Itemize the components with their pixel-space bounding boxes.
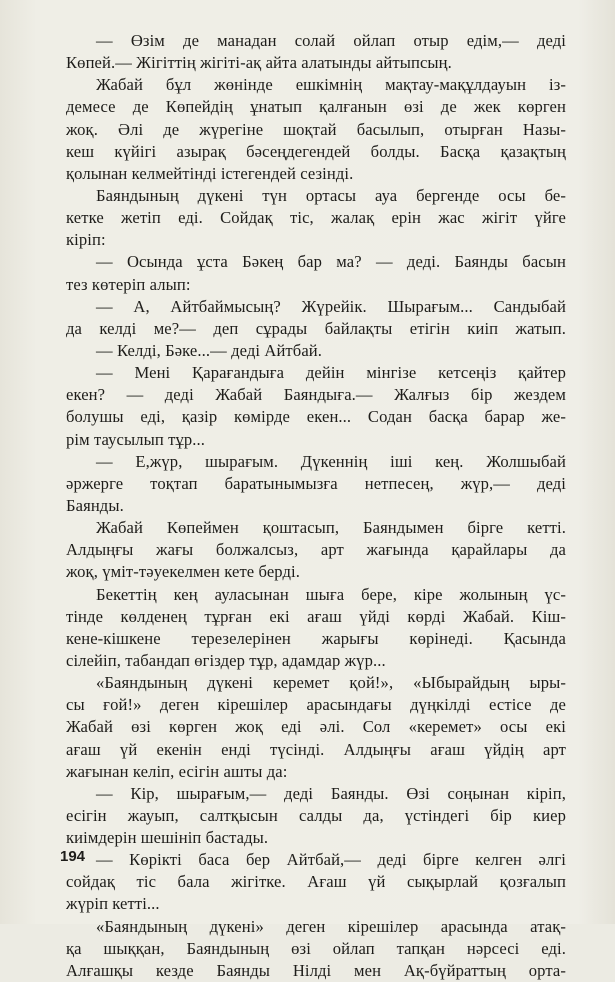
text-line: есігін жауып, салтқысын салды да, үстіндегі бір киер [66,805,566,825]
text-line: болушы еді, қазір көмірде екен... Содан басқа барар же- [66,407,566,427]
text-line: — Өзім де манадан солай ойлап отыр едім,— деді [96,31,566,50]
text-line: жағынан келіп, есігін ашты да: [66,761,288,781]
text-line: жүріп кетті... [66,894,160,914]
text-line: Бекеттің кең ауласынан шыға бере, кіре жолының үс- [96,584,566,604]
text-line: сы ғой!» деген кірешілер арасындағы дүңкілді естісе де [66,695,566,715]
text-line: Жабай бұл жөнінде ешкімнің мақтау-мақұлдауын із- [96,75,566,95]
page-text [66,30,566,982]
text-line: — Осында ұста Бәкең бар ма? — деді. Баянды басын [96,252,566,272]
text-line: «Баяндының дүкені керемет қой!», «Ыбырайдың ыры- [96,673,566,693]
text-line: тез көтеріп алып: [66,274,191,294]
text-line: «Баяндының дүкені» деген кірешілер арасында атақ- [96,916,566,936]
text-line: қолынан келмейтінді істегендей сезінді. [66,163,354,183]
text-line: — Е,жүр, шырағым. Дүкеннің іші кең. Жолшыбай [96,451,566,471]
text-line: кеш күйігі азырақ бәсеңдегендей болды. Басқа қазақтың [66,141,566,161]
text-line: — Келді, Бәке...— деді Айтбай. [96,340,323,360]
text-line: — Кір, шырағым,— деді Баянды. Өзі соңынан кіріп, [96,783,566,803]
text-line: сілейіп, табандап өгіздер тұр, адамдар жүр... [66,650,386,670]
text-line: әржерге тоқтап баратынымызға нетпесең, жүр,— деді [66,473,566,493]
text-line: демесе де Көпейдің ұнатып қалғанын өзі де жек көрген [66,97,566,117]
text-line: кіріп: [66,230,106,250]
text-line: тінде көлденең тұрған екі ағаш үйді көрді Жабай. Кіш- [66,606,566,626]
text-line: — А, Айтбаймысың? Жүрейік. Шырағым... Сандыбай [96,296,566,316]
text-line: Көпей.— Жігіттің жігіті-ақ айта алатынды айтыпсың. [66,53,452,73]
text-line: Баянды. [66,495,124,515]
text-line: Жабай Көпеймен қоштасып, Баяндымен бірге кетті. [96,518,566,538]
text-line: жоқ, үміт-тәуекелмен кете берді. [66,562,300,582]
text-line: — Көрікті баса бер Айтбай,— деді бірге келген әлгі [96,850,566,870]
text-line: қа шыққан, Баяндының өзі ойлап тапқан нәрсесі еді. [66,938,566,958]
text-line: киімдерін шешініп бастады. [66,828,269,848]
text-line: ағаш үй екенін енді түсінді. Алдыңғы ағаш үйдің арт [66,739,566,759]
text-line: кетке жетіп еді. Сойдақ тіс, жалақ ерін жас жігіт үйге [66,208,566,228]
text-line: рім таусылып тұр... [66,429,205,449]
text-line: Жабай өзі көрген жоқ еді әлі. Сол «керемет» осы екі [66,717,566,737]
text-line: да келді ме?— деп сұрады байлақты етігін киіп жатып. [66,318,566,338]
text-line: Баяндының дүкені түн ортасы ауа бергенде осы бе- [96,185,566,205]
text-line: жоқ. Әлі де жүрегіне шоқтай басылып, отырған Назы- [66,119,566,139]
text-line: сойдақ тіс бала жігітке. Ағаш үй сықырлай қозғалып [66,872,566,892]
text-line: Алдыңғы жағы болжалсыз, арт жағында қарайлары да [66,540,566,560]
page-number: 194 [60,848,86,865]
text-line: Алғашқы кезде Баянды Нілді мен Ақ-бүйраттың орта- [66,960,566,980]
text-line: кене-кішкене терезелерінен жарығы көрінеді. Қасында [66,628,566,648]
text-line: екен? — деді Жабай Баяндыға.— Жалғыз бір жездем [66,385,566,405]
text-line: — Мені Қарағандыға дейін мінгізе кетсеңіз қайтер [96,363,566,383]
